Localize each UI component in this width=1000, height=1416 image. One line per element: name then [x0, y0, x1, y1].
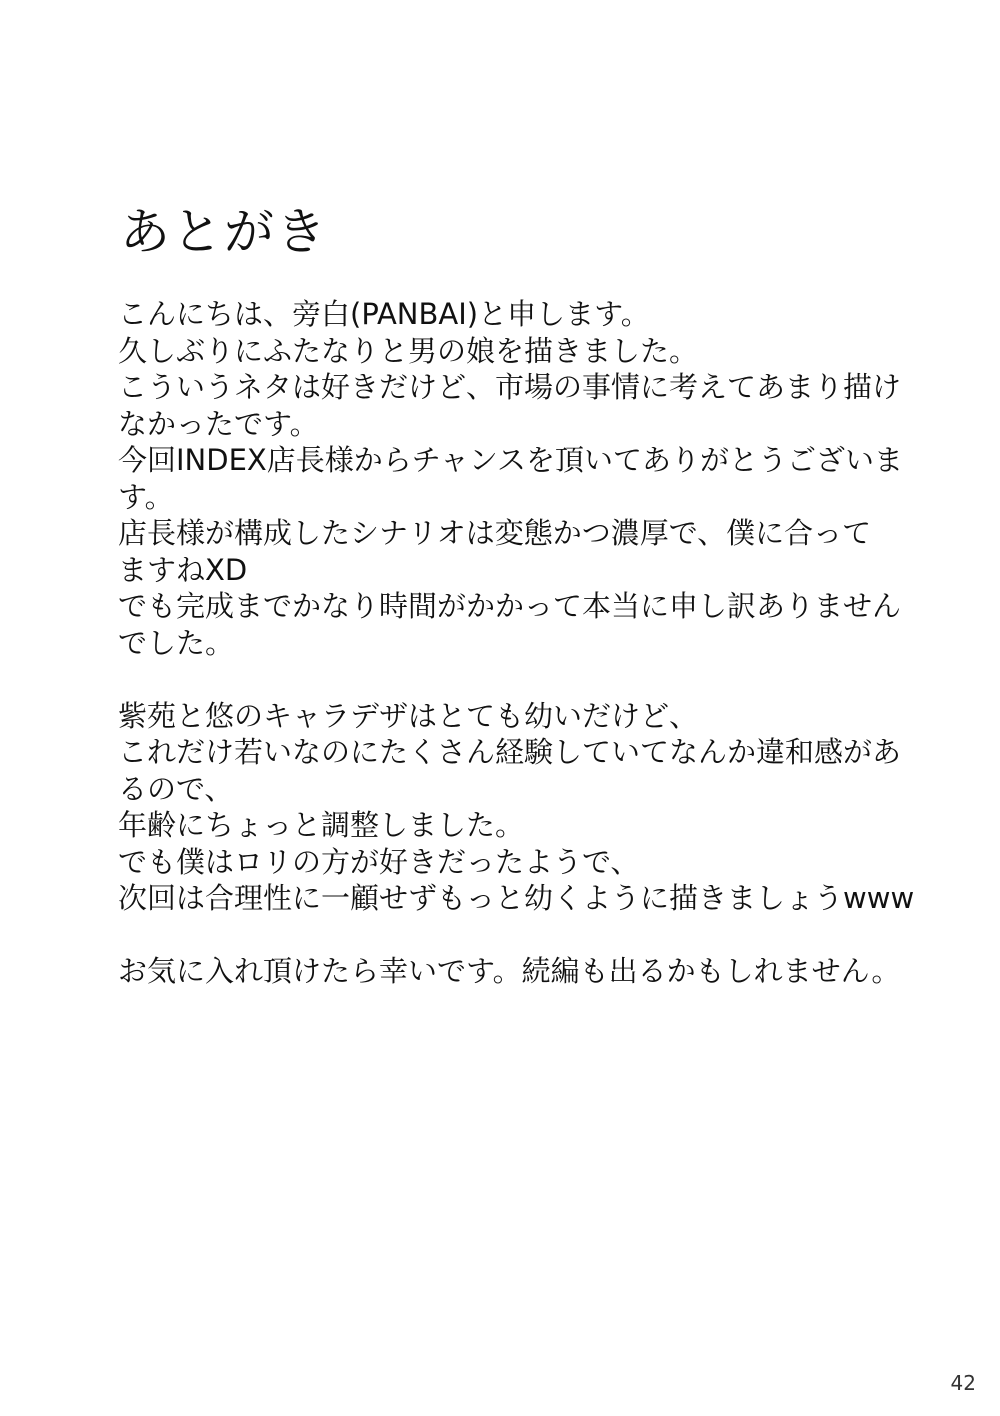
text-line: これだけ若いなのにたくさん経験していてなんか違和感があ: [118, 735, 902, 769]
text-line: す。: [118, 479, 174, 514]
page-number: 42: [950, 1371, 976, 1395]
text-line: 年齢にちょっと調整しました。: [118, 808, 525, 842]
paragraph-3: [118, 953, 918, 990]
text-line: お気に入れ頂けたら幸いです。続編も出るかもしれません。: [118, 954, 901, 988]
text-line: ますねXD: [118, 552, 248, 587]
text-line: こういうネタは好きだけど、市場の事情に考えてあまり描け: [118, 370, 902, 404]
afterword-body: [118, 296, 918, 990]
text-line: 久しぶりにふたなりと男の娘を描きました。: [118, 333, 699, 368]
text-line: 次回は合理性に一顧せずもっと幼くように描きましょうwww: [118, 881, 915, 915]
paragraph-1: [118, 296, 918, 661]
text-line: 紫苑と悠のキャラデザはとても幼いだけど、: [118, 698, 699, 733]
text-line: なかったです。: [118, 406, 319, 441]
paragraph-2: [118, 698, 918, 917]
page-title: あとがき: [120, 203, 328, 261]
paragraph-spacer: [118, 661, 918, 698]
paragraph-spacer: [118, 917, 918, 954]
text-line: こんにちは、旁白(PANBAI)と申します。: [118, 297, 650, 331]
text-line: るので、: [118, 771, 234, 806]
text-line: でも完成までかなり時間がかかって本当に申し訳ありません: [118, 589, 902, 623]
text-line: でした。: [118, 625, 235, 660]
text-line: でも僕はロリの方が好きだったようで、: [118, 844, 640, 879]
text-line: 店長様が構成したシナリオは変態かつ濃厚で、僕に合って: [118, 516, 872, 550]
text-line: 今回INDEX店長様からチャンスを頂いてありがとうございま: [118, 443, 904, 477]
